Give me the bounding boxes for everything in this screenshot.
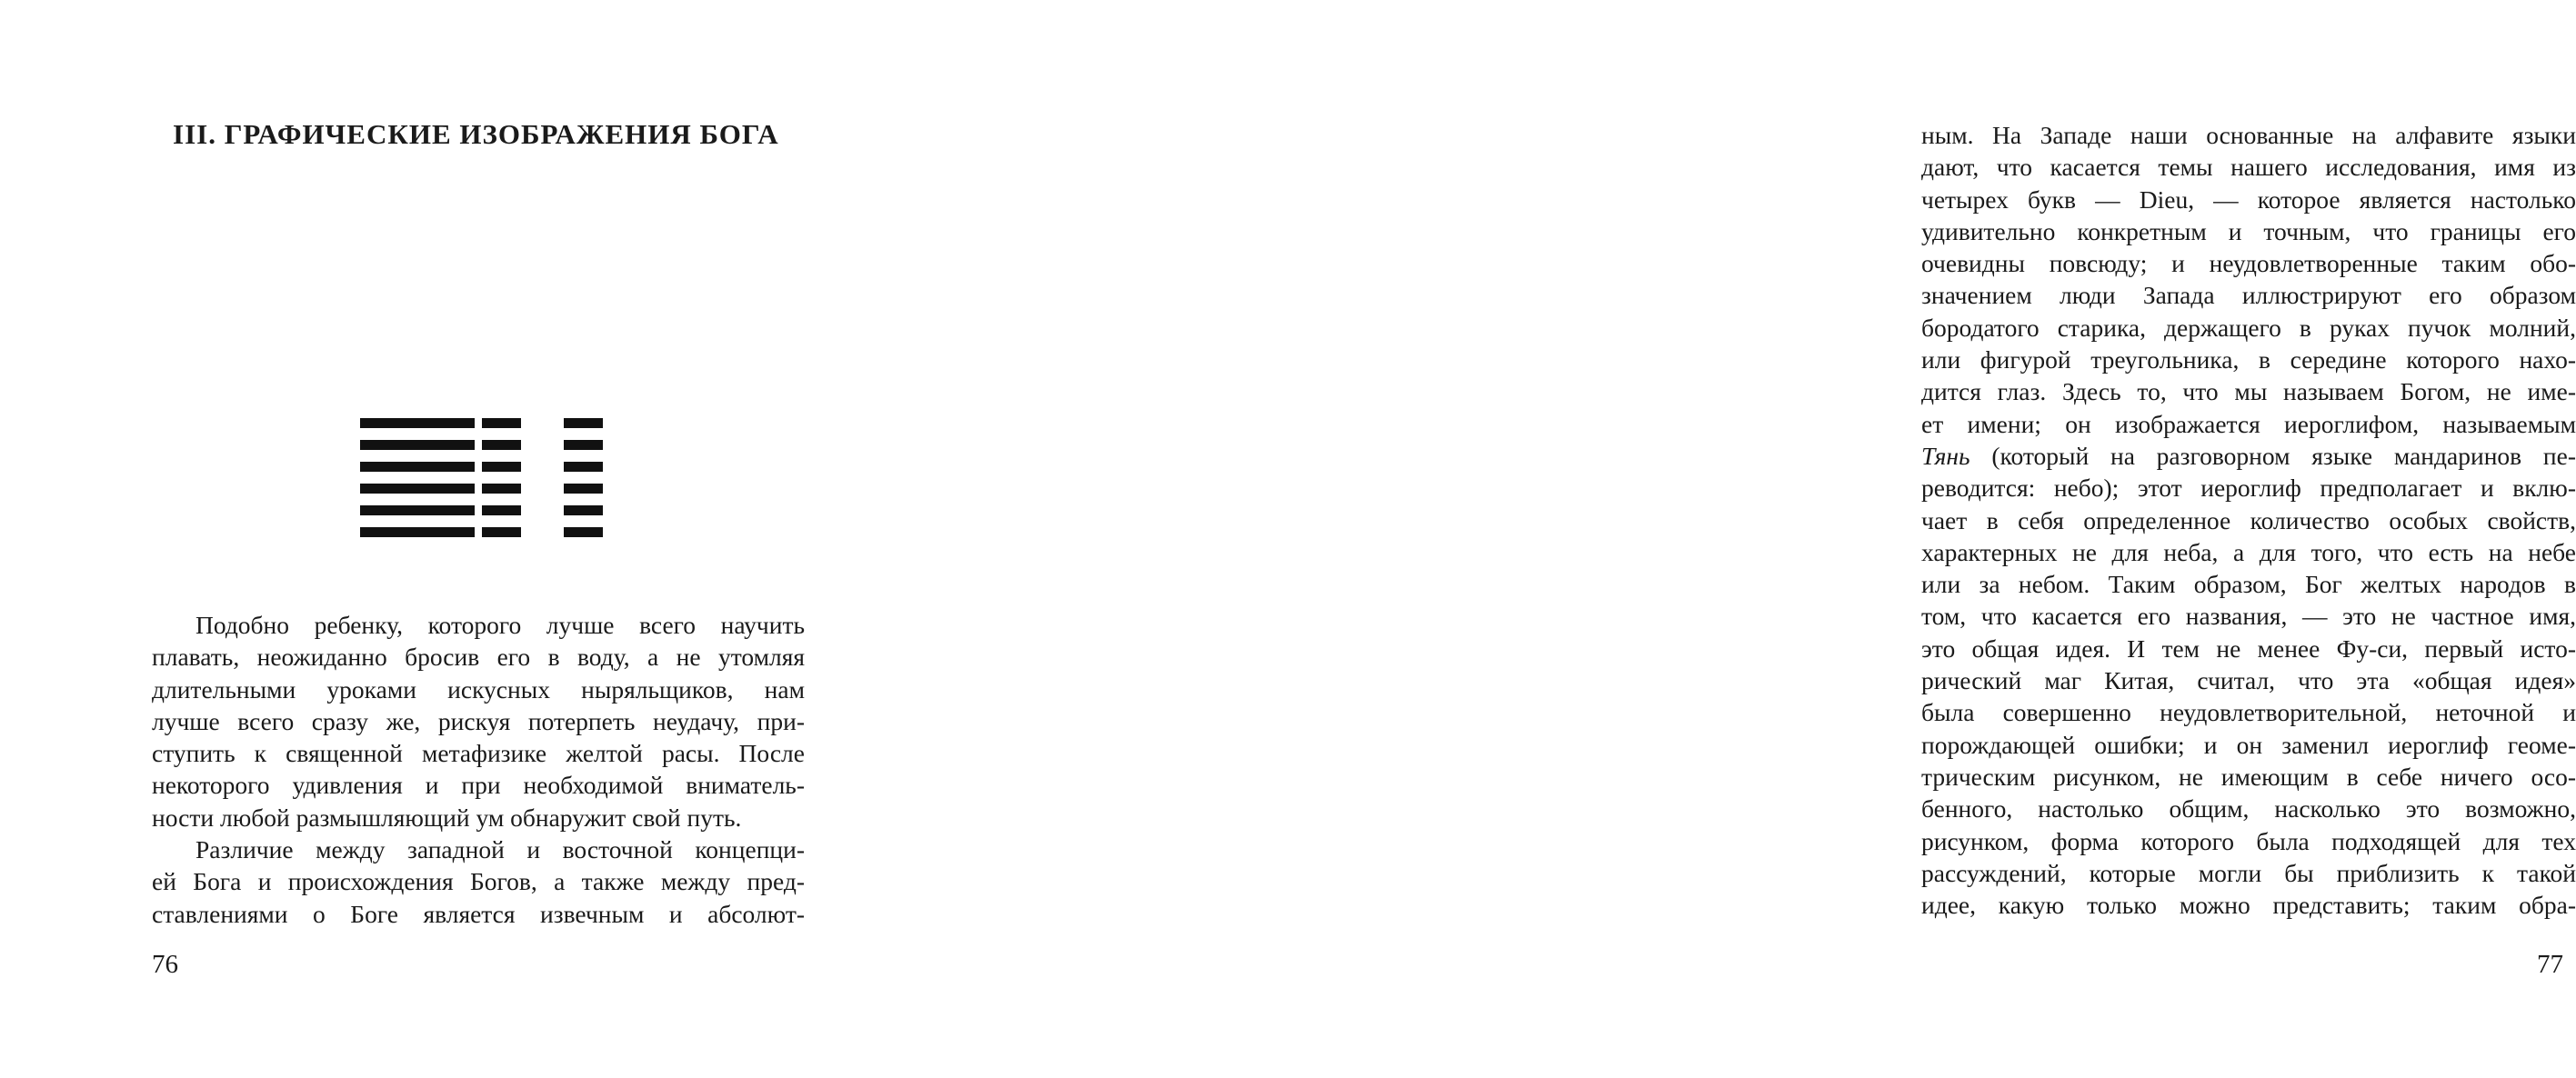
text-line: ставлениями о Боге является извечным и абсолют- — [152, 899, 805, 928]
text-line: идее, какую только можно представить; таким обра- — [1921, 891, 2576, 920]
text-line: бенного, настолько общим, насколько это возможно, — [1921, 794, 2576, 823]
hexagram-line — [482, 440, 521, 450]
page-number: 77 — [2537, 950, 2563, 979]
hexagram-line — [564, 527, 603, 537]
text-line: некоторого удивления и при необходимой вниматель- — [152, 771, 805, 800]
text-line: лучше всего сразу же, рискуя потерпеть неудачу, при- — [152, 706, 805, 735]
hexagram-line — [360, 440, 475, 450]
left-body-text — [152, 609, 805, 930]
text-line: или фигурой треугольника, в середине которого нахо- — [1921, 345, 2576, 374]
hexagram-line — [482, 462, 521, 472]
text-line: ступить к священной метафизике желтой расы. После — [152, 739, 805, 768]
text-line: плавать, неожиданно бросив его в воду, а не утомляя — [152, 643, 805, 672]
text-line: удивительно конкретным и точным, что границы его — [1921, 216, 2576, 245]
hexagram-line — [360, 462, 475, 472]
text-line: ет имени; он изображается иероглифом, называемым — [1921, 409, 2576, 438]
right-body-text — [1921, 119, 2576, 921]
text-line: ности любой размышляющий ум обнаружит свой путь. — [152, 803, 742, 832]
text-line: рисунком, форма которого была подходящей для тех — [1921, 826, 2576, 855]
text-line: длительными уроками искусных ныряльщиков, нам — [152, 674, 805, 704]
text-line: ным. На Западе наши основанные на алфавите языки — [1921, 121, 2576, 149]
hexagram-line — [360, 484, 475, 494]
text-line: чает в себя определенное количество особых свойств, — [1921, 505, 2576, 534]
text-line: дают, что касается темы нашего исследования, имя из — [1921, 153, 2576, 182]
hexagram-line — [482, 527, 521, 537]
left-page — [0, 0, 909, 1078]
text-line: рассуждений, которые могли бы приблизить к такой — [1921, 858, 2576, 887]
hexagram-line — [564, 462, 603, 472]
text-line: это общая идея. И тем не менее Фу-си, первый исто- — [1921, 634, 2576, 663]
hexagram-line — [482, 505, 521, 515]
text-line: рический маг Китая, считал, что эта «общая идея» — [1921, 666, 2576, 695]
text-line: Различие между западной и восточной концепци- — [195, 835, 805, 864]
page-number: 76 — [152, 950, 178, 979]
hexagram-line — [360, 418, 475, 428]
text-line: трическим рисунком, не имеющим в себе ничего осо- — [1921, 762, 2576, 791]
text-line: реводится: небо); этот иероглиф предполагает и вклю- — [1921, 474, 2576, 503]
text-line: была совершенно неудовлетворительной, неточной и — [1921, 698, 2576, 727]
hexagram-line — [564, 418, 603, 428]
right-page — [909, 0, 2576, 1078]
hexagram-line — [360, 527, 475, 537]
text-line: четырех букв — Dieu, — которое является настолько — [1921, 185, 2576, 214]
text-line: очевидны повсюду; и неудовлетворенные таким обо- — [1921, 249, 2576, 278]
hexagram-line — [564, 484, 603, 494]
text-line: дится глаз. Здесь то, что мы называем Богом, не име- — [1921, 377, 2576, 406]
text-line: том, что касается его названия, — это не частное имя, — [1921, 602, 2576, 631]
chapter-title: III. ГРАФИЧЕСКИЕ ИЗОБРАЖЕНИЯ БОГА — [173, 118, 779, 150]
text-line-rest: (который на разговорном языке мандаринов пе- — [1970, 441, 2576, 470]
italic-term: Тянь — [1921, 441, 1970, 470]
text-line: или за небом. Таким образом, Бог желтых народов в — [1921, 570, 2576, 599]
hexagram-line — [482, 418, 521, 428]
hexagram-line — [564, 505, 603, 515]
text-line: ей Бога и происхождения Богов, а также между пред- — [152, 867, 805, 896]
text-line: характерных не для неба, а для того, что есть на небе — [1921, 537, 2576, 566]
text-line: значением люди Запада иллюстрируют его образом — [1921, 281, 2576, 310]
text-line: Подобно ребенку, которого лучше всего научить — [195, 611, 805, 639]
hexagram-line — [360, 505, 475, 515]
text-line — [1921, 440, 2576, 472]
text-line: порождающей ошибки; и он заменил иероглиф геоме- — [1921, 730, 2576, 759]
hexagram-line — [482, 484, 521, 494]
text-line: бородатого старика, держащего в руках пучок молний, — [1921, 313, 2576, 342]
hexagram-line — [564, 440, 603, 450]
